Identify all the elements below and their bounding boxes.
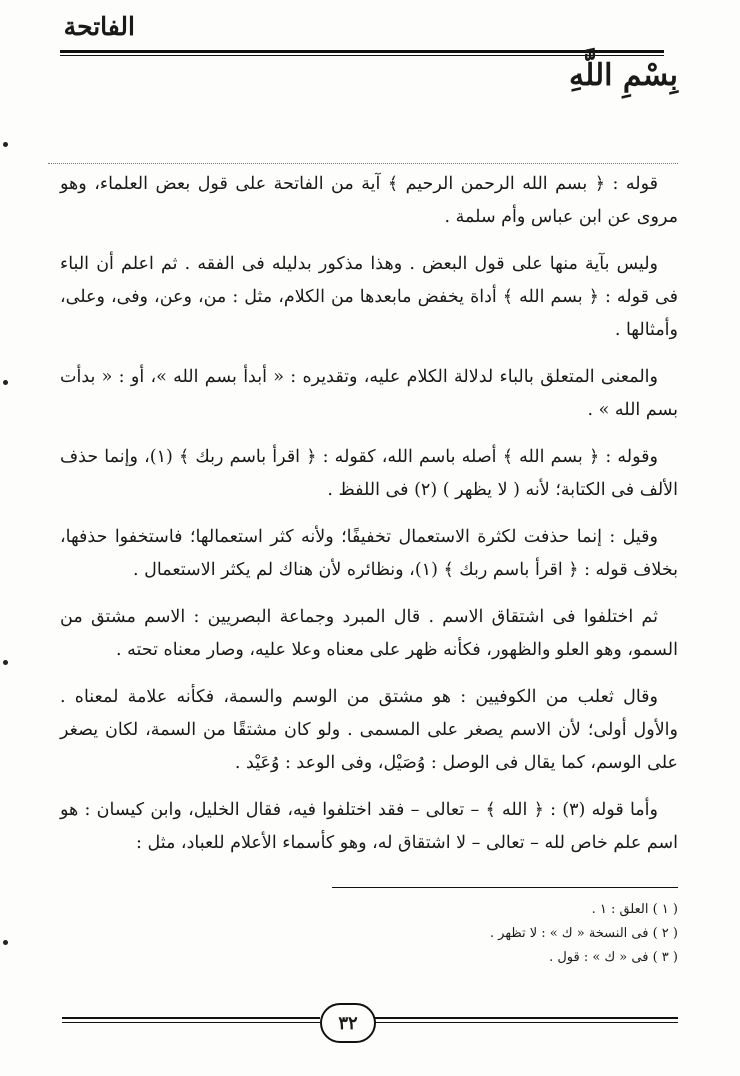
footnote-separator: [332, 887, 678, 888]
paragraph: وقيل : إنما حذفت لكثرة الاستعمال تخفيفًا؛ ولأنه كثر استعمالها؛ فاستخفوا حذفها، بخلاف قوله : ﴿ اقرأ باسم ربك ﴾ (١)، ونظائره لأن هناك لم يكثر الاستعمال .: [60, 527, 678, 580]
footnote: ( ٢ ) فى النسخة « ك » : لا تظهر .: [489, 926, 678, 941]
scan-mark: [3, 660, 8, 665]
section-divider: [48, 163, 678, 164]
footer-rule: [374, 1022, 678, 1023]
paragraph: وقوله : ﴿ بسم الله ﴾ أصله باسم الله، كقوله : ﴿ اقرأ باسم ربك ﴾ (١)، وإنما حذف الألف فى الكتابة؛ لأنه ( لا يظهر ) (٢) فى اللفظ .: [60, 447, 678, 500]
paragraph: قوله : ﴿ بسم الله الرحمن الرحيم ﴾ آية من الفاتحة على قول بعض العلماء، وهو مروى عن ابن عباس وأم سلمة .: [60, 174, 678, 227]
paragraph: وقال ثعلب من الكوفيين : هو مشتق من الوسم والسمة، فكأنه علامة لمعناه . والأول أولى؛ لأن الاسم يصغر على المسمى . ولو كان مشتقًا من السمة، لكان يصغر على الوسم، كما يقال فى الوصل : وُصَيْل، وفى الوعد : وُعَيْد .: [60, 687, 678, 773]
header-rule-thin: [60, 55, 664, 56]
paragraph: وأما قوله (٣) : ﴿ الله ﴾ – تعالى – فقد اختلفوا فيه، فقال الخليل، وابن كيسان : هو اسم علم خاص لله – تعالى – لا اشتقاق له، وهو كأسماء الأعلام للعباد، مثل :: [60, 800, 678, 853]
scan-mark: [3, 380, 8, 385]
paragraph: وليس بآية منها على قول البعض . وهذا مذكور بدليله فى الفقه . ثم اعلم أن الباء فى قوله : ﴿ بسم الله ﴾ أداة يخفض مابعدها من الكلام، مثل : من، وعن، وفى، وعلى، وأمثالها .: [60, 254, 678, 340]
running-header-title: الفاتحة: [63, 12, 135, 41]
footnote: ( ١ ) العلق : ١ .: [591, 902, 678, 917]
footnotes: [60, 898, 678, 970]
footnote: ( ٣ ) فى « ك » : قول .: [549, 950, 678, 965]
footer-rule: [62, 1022, 320, 1023]
scan-mark: [3, 142, 8, 147]
page-number: ٣٢: [320, 1003, 376, 1043]
header-rule-thick: [60, 50, 664, 53]
body-text: [60, 168, 678, 874]
paragraph: والمعنى المتعلق بالباء لدلالة الكلام عليه، وتقديره : « أبدأ بسم الله »، أو : « بدأت بسم الله » .: [60, 367, 678, 420]
scan-mark: [3, 940, 8, 945]
paragraph: ثم اختلفوا فى اشتقاق الاسم . قال المبرد وجماعة البصريين : الاسم مشتق من السمو، وهو العلو والظهور، فكأنه ظهر على معناه وعلا عليه، وصار معناه تحته .: [60, 607, 678, 660]
section-title: بِسْمِ اللَّهِ: [568, 58, 678, 93]
footer-rule: [62, 1017, 320, 1019]
footer-rule: [374, 1017, 678, 1019]
